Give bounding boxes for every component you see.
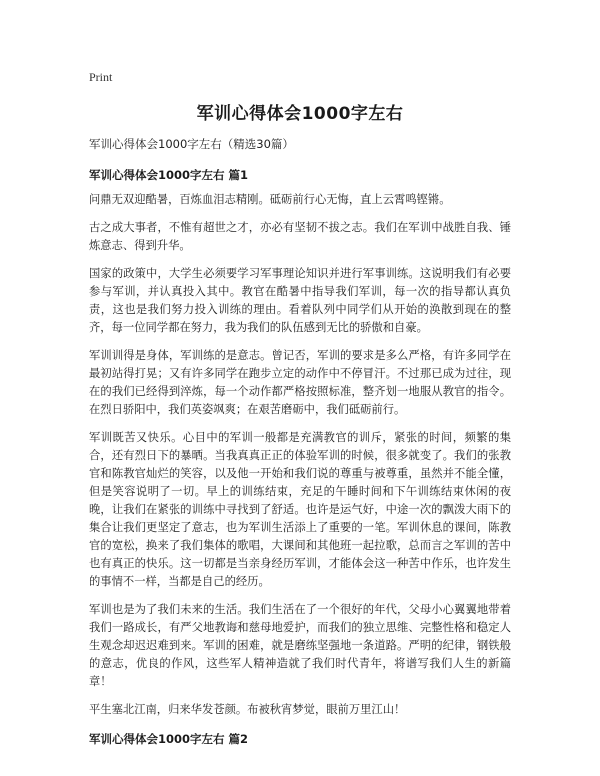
paragraph: 军训训得是身体，军训练的是意志。曾记否，军训的要求是多么严格，有许多同学在最初站得打晃；又有许多同学在跑步立定的动作中不停冒汗。不过那已成为过往，现在的我们已经得到淬炼，每一个动作都严格按照标准，整齐划一地服从教官的指令。在烈日骄阳中，我们英姿飒爽；在艰苦磨砺中，我们砥砺前行。 [89,349,511,416]
document-title: 军训心得体会1000字左右 [196,104,404,124]
paragraph: 军训也是为了我们未来的生活。我们生活在了一个很好的年代，父母小心翼翼地带着我们一路成长，有严父地教诲和慈母地爱护，而我们的独立思维、完整性格和稳定人生观念却迟迟难到来。军训的困难，就是磨练坚强地一条道路。严明的纪律，钢铁般的意志，优良的作风，这些军人精神造就了我们时代青年，将谱写我们人生的新篇章！ [89,603,511,688]
paragraph: 军训既苦又快乐。心目中的军训一般都是充满教官的训斥，紧张的时间，频繁的集合，还有烈日下的暴晒。当我真真正正的体验军训的时候，很多就变了。我们的张教官和陈教官灿烂的笑容，以及他一开始和我们说的尊重与被尊重，虽然并不能全懂，但是笑容说明了一切。早上的训练结束，充足的午睡时间和下午训练结束休闲的夜晚，让我们在紧张的训练中寻找到了舒适。也许是运气好，中途一次的飘泼大雨下的集合让我们更坚定了意志，也为军训生活添上了重要的一笔。军训休息的课间，陈教官的宽松，换来了我们集体的歌唱，大课间和其他班一起拉歌，总而言之军训的苦中也有真正的快乐。这一切都是当亲身经历军训，才能体会这一种苦中作乐，也许发生的事情不一样，当都是自己的经历。 [89,431,511,588]
paragraph: 平生塞北江南，归来华发苍颜。布被秋宵梦觉，眼前万里江山！ [89,703,406,716]
print-label[interactable]: Print [89,70,113,84]
article-section-1 [89,167,511,719]
paragraph: 古之成大事者，不惟有超世之才，亦必有坚韧不拔之志。我们在军训中战胜自我、锤炼意志、得到升华。 [89,221,511,252]
paragraph: 国家的政策中，大学生必须要学习军事理论知识并进行军事训练。这说明我们有必要参与军训，并认真投入其中。教官在酷暑中指导我们军训，每一次的指导都认真负责，这也是我们努力投入训练的理由。看着队列中同学们从开始的涣散到现在的整齐，每一位同学都在努力，我为我们的队伍感到无比的骄傲和自豪。 [89,267,511,334]
paragraph: 问鼎无双迎酷暑，百炼血泪志精刚。砥砺前行心无悔，直上云霄鸣铿锵。 [89,193,451,206]
article-section-2 [89,731,511,747]
section-heading: 军训心得体会1000字左右 篇1 [89,168,249,182]
document-subtitle: 军训心得体会1000字左右（精选30篇） [89,137,294,151]
section-heading: 军训心得体会1000字左右 篇2 [89,732,249,746]
